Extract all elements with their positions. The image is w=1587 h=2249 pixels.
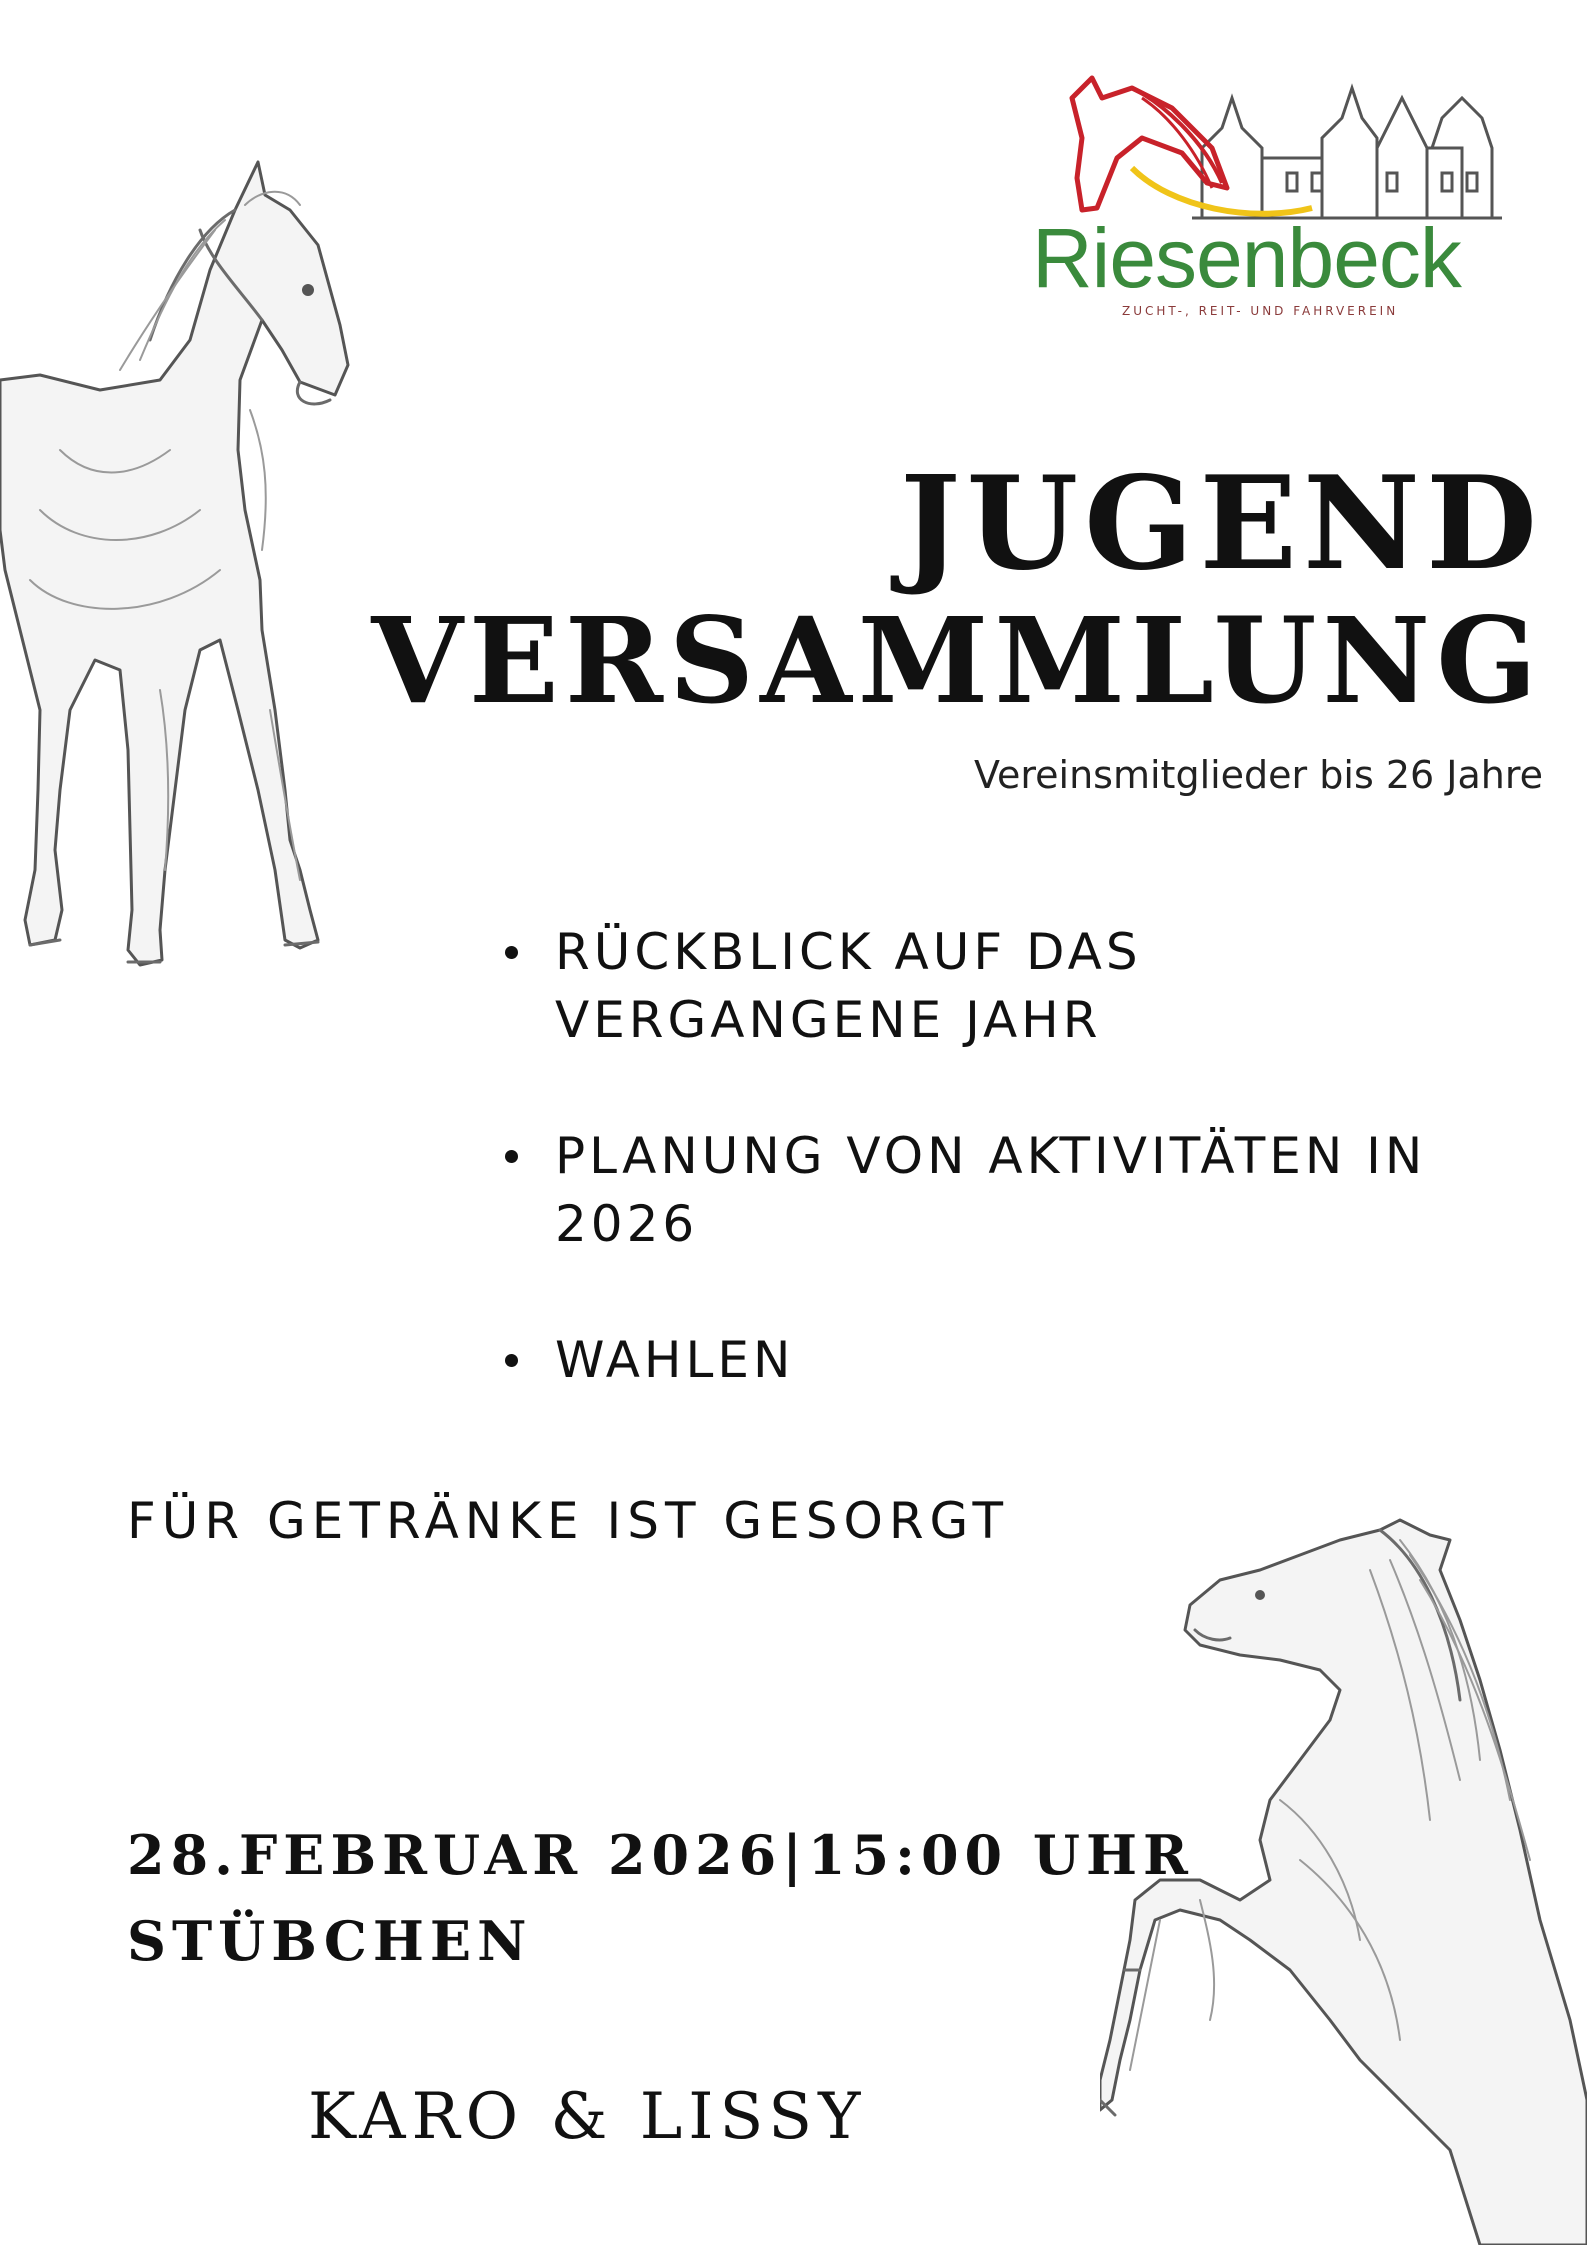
title-line-1: JUGEND [899,449,1543,599]
subtitle: Vereinsmitglieder bis 26 Jahre [973,753,1543,797]
date-time: 28.FEBRUAR 2026|15:00 UHR [127,1823,1194,1887]
agenda-item-text: RÜCKBLICK AUF DAS VERGANGENE JAHR [555,923,1142,1049]
agenda-list [505,918,1545,1394]
agenda-item-text: WAHLEN [555,1331,795,1389]
date-location [127,1812,1194,1984]
rearing-horse-illustration [1100,1500,1587,2245]
standing-horse-illustration [0,150,370,1000]
title-line-2: VERSAMMLUNG [371,591,1543,730]
location: STÜBCHEN [127,1909,533,1973]
agenda-item-text: PLANUNG VON AKTIVITÄTEN IN 2026 [555,1127,1427,1253]
horse-sketch-icon [0,150,370,1000]
rearing-horse-sketch-icon [1100,1500,1587,2245]
organizers: KARO & LISSY [308,2080,867,2154]
agenda-item [505,918,1545,1054]
bullet-icon [505,1354,518,1367]
bullet-icon [505,946,518,959]
club-logo [1022,58,1552,328]
agenda-item [505,1122,1545,1258]
logo-subtitle: ZUCHT-, REIT- UND FAHRVEREIN [1122,304,1399,318]
agenda-item [505,1326,1545,1394]
logo-wordmark: Riesenbeck [1032,211,1461,305]
drinks-note: FÜR GETRÄNKE IST GESORGT [127,1492,1010,1550]
bullet-icon [505,1150,518,1163]
